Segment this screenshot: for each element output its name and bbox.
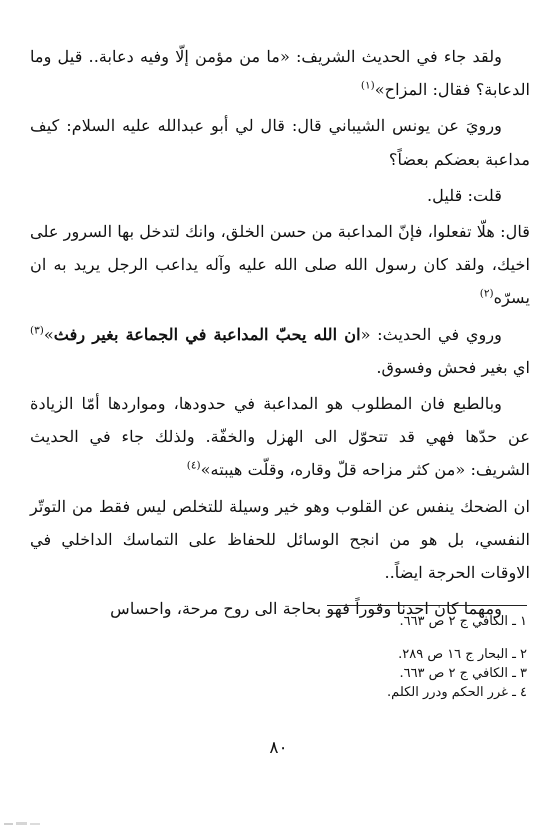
paragraph-text: ومهما كان احدنا وقوراً فهو بحاجة الى روح مرحة، واحساس <box>110 599 502 619</box>
quoted-hadith: ان الله يحبّ المداعبة في الجماعة بغير رفث <box>53 324 361 344</box>
paragraph-yunus-narration <box>30 109 530 175</box>
paragraph-text: ان الضحك ينفس عن القلوب وهو خير وسيلة للتخلص ليس فقط من التوتّر النفسي، بل هو من انجح الوسائل للحفاظ على التماسك الداخلي في الاوقات الحرجة ايضاً.. <box>30 496 530 583</box>
paragraph-text: قال: هلّا تفعلوا، فإنّ المداعبة من حسن الخلق، وانك لتدخل بها السرور على اخيك، ولقد كان رسول الله صلى الله عليه وآله يداعب الرجل يريد به ان يسرّه <box>30 222 530 308</box>
scan-smudge <box>4 820 42 828</box>
footnote-ref-1: (١) <box>360 79 375 92</box>
footnote-2: ٢ ـ البحار ج ١٦ ص ٢٨٩. <box>398 647 527 662</box>
paragraph-hadith-humor <box>30 40 530 106</box>
paragraph-text: وبالطبع فان المطلوب هو المداعبة في حدودها، ومواردها أمّا الزيادة عن حدّها فهي قد تتحوّل الى الهزل والخفّة. ولذلك جاء في الحديث الشريف: «من كثر مزاحه قلّ وقاره، وقلّت هيبته» <box>30 394 530 480</box>
paragraph-text: ولقد جاء في الحديث الشريف: «ما من مؤمن إلّا وفيه دعابة.. قيل وما الدعابة؟ فقال: المزاح» <box>30 47 530 100</box>
paragraph-text: » <box>43 324 54 344</box>
paragraph-text: قلت: قليل. <box>427 185 502 205</box>
footnote-ref-4: (٤) <box>186 460 201 473</box>
paragraph-limits <box>30 387 530 487</box>
footnote-divider <box>327 605 527 606</box>
paragraph-text: وروي في الحديث: « <box>360 324 502 344</box>
paragraph-text: ورويَ عن يونس الشيباني قال: قال لي أبو عبدالله عليه السلام: كيف مداعبة بعضكم بعضاً؟ <box>30 116 530 169</box>
footnote-4: ٤ ـ غرر الحكم ودرر الكلم. <box>387 685 527 700</box>
footnote-ref-3: (٣) <box>30 324 44 337</box>
paragraph-imam-answer <box>30 215 530 315</box>
page-number: ٨٠ <box>269 738 288 758</box>
footnote-3: ٣ ـ الكافي ج ٢ ص ٦٦٣. <box>399 666 527 681</box>
paragraph-hadith-jamaa <box>30 318 530 384</box>
footnote-ref-2: (٢) <box>479 288 494 301</box>
footnotes <box>200 612 527 702</box>
paragraph-reply <box>30 179 530 212</box>
paragraph-laughter <box>30 490 530 590</box>
footnote-1: ١ ـ الكافي ج ٢ ص ٦٦٣. <box>399 614 527 629</box>
paragraph-text: اي بغير فحش وفسوق. <box>376 357 530 377</box>
body-text <box>30 40 530 628</box>
